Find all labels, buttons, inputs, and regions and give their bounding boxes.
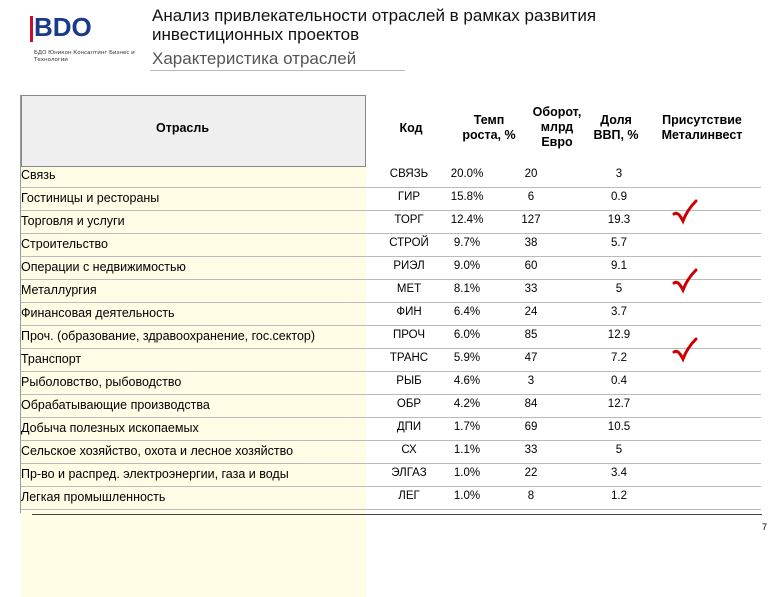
header-industry: Отрасль [156, 121, 210, 135]
gdp-share: 12.7 [607, 398, 631, 410]
turnover-value: 3 [527, 375, 535, 387]
presence-check-icon [672, 337, 698, 363]
gdp-share: 1.2 [611, 490, 627, 502]
header-code: Код [399, 121, 423, 135]
page-title [152, 6, 596, 44]
gdp-share: 9.1 [611, 260, 627, 272]
growth-rate: 12.4% [450, 214, 484, 226]
row-divider [21, 210, 761, 211]
table-row [21, 328, 761, 350]
growth-rate: 1.7% [453, 421, 481, 433]
table-row [21, 466, 761, 488]
turnover-value: 47 [524, 352, 538, 364]
row-divider [21, 371, 761, 372]
page-subtitle: Характеристика отраслей [152, 49, 357, 68]
table-row [21, 489, 761, 511]
industry-code: РИЭЛ [393, 260, 425, 272]
table-row [21, 167, 761, 189]
row-divider [21, 463, 761, 464]
table-row [21, 213, 761, 235]
header-turnover: Оборот, млрд Евро [532, 105, 582, 149]
gdp-share: 3 [615, 168, 623, 180]
industry-name: Рыболовство, рыбоводство [21, 375, 182, 389]
row-divider [21, 509, 761, 510]
turnover-value: 6 [527, 191, 535, 203]
row-divider [21, 394, 761, 395]
logo-subtitle: БДО Юникон Консалтинг Бизнес и Технологии [34, 50, 135, 63]
turnover-value: 85 [524, 329, 538, 341]
presence-check-icon [672, 199, 698, 225]
turnover-value: 127 [521, 214, 541, 226]
industry-code: ДПИ [396, 421, 422, 433]
industry-code: ЭЛГАЗ [391, 467, 427, 479]
header-growth: Темп роста, % [462, 113, 516, 142]
industry-name: Транспорт [21, 352, 82, 366]
logo-brand-text: BDO [34, 12, 92, 42]
logo-mark [34, 12, 92, 43]
turnover-value: 33 [524, 283, 538, 295]
industry-name: Сельское хозяйство, охота и лесное хозяйство [21, 444, 294, 458]
gdp-share: 5.7 [611, 237, 627, 249]
industry-code: МЕТ [396, 283, 422, 295]
table-row [21, 305, 761, 327]
header-presence: Присутствие Металинвест [661, 113, 743, 142]
gdp-share: 12.9 [607, 329, 631, 341]
row-divider [21, 279, 761, 280]
row-divider [21, 302, 761, 303]
turnover-value: 33 [524, 444, 538, 456]
growth-rate: 15.8% [450, 191, 484, 203]
turnover-value: 20 [524, 168, 538, 180]
industry-name: Пр-во и распред. электроэнергии, газа и воды [21, 467, 289, 481]
table-row [21, 420, 761, 442]
industry-code: СХ [401, 444, 417, 456]
gdp-share: 3.4 [611, 467, 627, 479]
growth-rate: 20.0% [450, 168, 484, 180]
industry-code: СТРОЙ [389, 237, 429, 249]
growth-rate: 6.4% [453, 306, 481, 318]
title-line-1: Анализ привлекательности отраслей в рамках развития [152, 6, 597, 25]
industry-name: Строительство [21, 237, 108, 251]
table-row [21, 443, 761, 465]
turnover-value: 60 [524, 260, 538, 272]
growth-rate: 9.0% [453, 260, 481, 272]
industry-code: ТРАНС [389, 352, 429, 364]
industry-code: ОБР [396, 398, 422, 410]
title-underline [150, 70, 405, 71]
turnover-value: 8 [527, 490, 535, 502]
gdp-share: 5 [615, 283, 623, 295]
industry-name: Связь [21, 168, 56, 182]
table-row [21, 190, 761, 212]
row-divider [21, 233, 761, 234]
gdp-share: 0.9 [611, 191, 627, 203]
growth-rate: 1.0% [453, 490, 481, 502]
presence-check-icon [672, 268, 698, 294]
growth-rate: 5.9% [453, 352, 481, 364]
title-line-2: инвестиционных проектов [152, 25, 360, 44]
growth-rate: 4.2% [453, 398, 481, 410]
row-divider [21, 256, 761, 257]
industry-code: ПРОЧ [392, 329, 426, 341]
industry-name: Металлургия [21, 283, 97, 297]
row-divider [21, 348, 761, 349]
gdp-share: 3.7 [611, 306, 627, 318]
industry-name: Торговля и услуги [21, 214, 125, 228]
growth-rate: 6.0% [453, 329, 481, 341]
gdp-share: 0.4 [611, 375, 627, 387]
table-row [21, 236, 761, 258]
row-divider [21, 325, 761, 326]
row-divider [21, 187, 761, 188]
row-divider [21, 417, 761, 418]
table-row [21, 374, 761, 396]
industry-code: СВЯЗЬ [389, 168, 429, 180]
bdo-logo [34, 12, 134, 72]
industry-code: ГИР [397, 191, 421, 203]
footer-rule [32, 514, 762, 515]
growth-rate: 4.6% [453, 375, 481, 387]
industry-code: ФИН [396, 306, 422, 318]
gdp-share: 5 [615, 444, 623, 456]
turnover-value: 69 [524, 421, 538, 433]
industry-name: Проч. (образование, здравоохранение, гос.сектор) [21, 329, 316, 343]
industry-code: ТОРГ [394, 214, 424, 226]
table-row [21, 259, 761, 281]
turnover-value: 38 [524, 237, 538, 249]
turnover-value: 22 [524, 467, 538, 479]
gdp-share: 7.2 [611, 352, 627, 364]
gdp-share: 10.5 [607, 421, 631, 433]
industry-name: Легкая промышленность [21, 490, 166, 504]
growth-rate: 9.7% [453, 237, 481, 249]
industry-name: Обрабатывающие производства [21, 398, 210, 412]
table-row [21, 282, 761, 304]
industry-name: Финансовая деятельность [21, 306, 175, 320]
table-row [21, 397, 761, 419]
industry-name: Операции с недвижимостью [21, 260, 186, 274]
growth-rate: 8.1% [453, 283, 481, 295]
industry-code: РЫБ [396, 375, 422, 387]
growth-rate: 1.1% [453, 444, 481, 456]
row-divider [21, 486, 761, 487]
turnover-value: 84 [524, 398, 538, 410]
industry-name: Добыча полезных ископаемых [21, 421, 199, 435]
row-divider [21, 440, 761, 441]
gdp-share: 19.3 [607, 214, 631, 226]
table-row [21, 351, 761, 373]
turnover-value: 24 [524, 306, 538, 318]
header-gdp-share: Доля ВВП, % [593, 113, 639, 142]
growth-rate: 1.0% [453, 467, 481, 479]
industry-name: Гостиницы и рестораны [21, 191, 160, 205]
page-number: 7 [762, 522, 768, 532]
industry-code: ЛЕГ [398, 490, 420, 502]
